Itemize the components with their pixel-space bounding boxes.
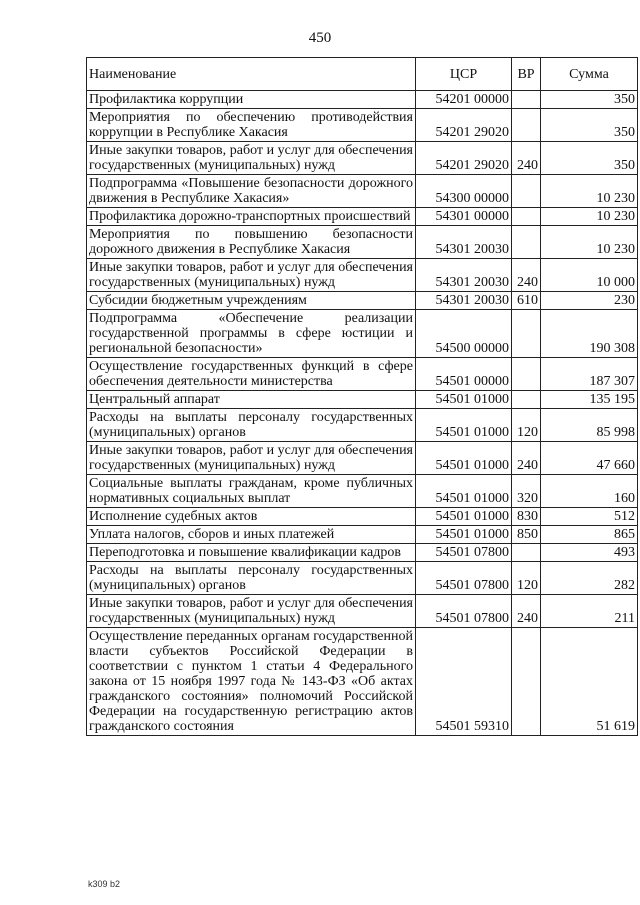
row-csr-cell: 54201 29020 bbox=[416, 142, 512, 175]
row-csr-cell: 54501 07800 bbox=[416, 595, 512, 628]
row-vr-cell: 320 bbox=[512, 475, 541, 508]
row-name-cell: Иные закупки товаров, работ и услуг для обеспечения государственных (муниципальных) нужд bbox=[87, 259, 416, 292]
row-sum-cell: 350 bbox=[541, 109, 638, 142]
row-csr-cell: 54301 00000 bbox=[416, 208, 512, 226]
table-row bbox=[87, 292, 638, 310]
row-sum-cell: 10 230 bbox=[541, 175, 638, 208]
footer-code: k309 b2 bbox=[88, 879, 121, 889]
row-sum-cell: 190 308 bbox=[541, 310, 638, 358]
row-sum-cell: 493 bbox=[541, 544, 638, 562]
table-row bbox=[87, 526, 638, 544]
row-name-cell: Социальные выплаты гражданам, кроме публичных нормативных социальных выплат bbox=[87, 475, 416, 508]
row-csr-cell: 54201 00000 bbox=[416, 91, 512, 109]
row-vr-cell bbox=[512, 91, 541, 109]
row-vr-cell bbox=[512, 391, 541, 409]
row-csr-cell: 54501 01000 bbox=[416, 391, 512, 409]
row-csr-cell: 54301 20030 bbox=[416, 292, 512, 310]
table-row bbox=[87, 109, 638, 142]
table-row bbox=[87, 391, 638, 409]
row-name-cell: Иные закупки товаров, работ и услуг для обеспечения государственных (муниципальных) нужд bbox=[87, 142, 416, 175]
row-csr-cell: 54500 00000 bbox=[416, 310, 512, 358]
row-vr-cell: 240 bbox=[512, 259, 541, 292]
header-vr: ВР bbox=[512, 58, 541, 91]
table-row bbox=[87, 508, 638, 526]
row-name-cell: Подпрограмма «Повышение безопасности дорожного движения в Республике Хакасия» bbox=[87, 175, 416, 208]
row-vr-cell bbox=[512, 544, 541, 562]
row-name-cell: Мероприятия по повышению безопасности дорожного движения в Республике Хакасия bbox=[87, 226, 416, 259]
row-sum-cell: 51 619 bbox=[541, 628, 638, 736]
row-sum-cell: 512 bbox=[541, 508, 638, 526]
row-vr-cell bbox=[512, 310, 541, 358]
row-sum-cell: 160 bbox=[541, 475, 638, 508]
row-sum-cell: 230 bbox=[541, 292, 638, 310]
row-vr-cell bbox=[512, 628, 541, 736]
table-row bbox=[87, 175, 638, 208]
budget-table bbox=[86, 57, 638, 736]
row-vr-cell: 120 bbox=[512, 562, 541, 595]
table-row bbox=[87, 358, 638, 391]
table-row bbox=[87, 310, 638, 358]
row-csr-cell: 54501 07800 bbox=[416, 544, 512, 562]
row-vr-cell bbox=[512, 208, 541, 226]
row-sum-cell: 211 bbox=[541, 595, 638, 628]
header-sum: Сумма bbox=[541, 58, 638, 91]
row-name-cell: Мероприятия по обеспечению противодействия коррупции в Республике Хакасия bbox=[87, 109, 416, 142]
row-vr-cell bbox=[512, 175, 541, 208]
row-vr-cell: 240 bbox=[512, 595, 541, 628]
table-row bbox=[87, 226, 638, 259]
table-row bbox=[87, 91, 638, 109]
row-vr-cell: 240 bbox=[512, 142, 541, 175]
row-name-cell: Исполнение судебных актов bbox=[87, 508, 416, 526]
row-sum-cell: 350 bbox=[541, 142, 638, 175]
row-csr-cell: 54501 01000 bbox=[416, 442, 512, 475]
table-header-row bbox=[87, 58, 638, 91]
page-number: 450 bbox=[308, 30, 332, 46]
table-row bbox=[87, 259, 638, 292]
row-csr-cell: 54501 59310 bbox=[416, 628, 512, 736]
row-sum-cell: 85 998 bbox=[541, 409, 638, 442]
table-row bbox=[87, 628, 638, 736]
row-name-cell: Осуществление переданных органам государственной власти субъектов Российской Федерации в соответствии с пунктом 1 статьи 4 Федерального закона от 15 ноября 1997 года № 143-ФЗ «Об актах гражданского состояния» полномочий Российской Федерации на государственную регистрацию актов гражданского состояния bbox=[87, 628, 416, 736]
row-sum-cell: 47 660 bbox=[541, 442, 638, 475]
row-name-cell: Расходы на выплаты персоналу государственных (муниципальных) органов bbox=[87, 562, 416, 595]
row-name-cell: Профилактика коррупции bbox=[87, 91, 416, 109]
row-csr-cell: 54201 29020 bbox=[416, 109, 512, 142]
row-vr-cell bbox=[512, 109, 541, 142]
row-csr-cell: 54501 01000 bbox=[416, 526, 512, 544]
row-name-cell: Осуществление государственных функций в сфере обеспечения деятельности министерства bbox=[87, 358, 416, 391]
table-row bbox=[87, 442, 638, 475]
row-csr-cell: 54501 07800 bbox=[416, 562, 512, 595]
row-vr-cell: 610 bbox=[512, 292, 541, 310]
row-name-cell: Субсидии бюджетным учреждениям bbox=[87, 292, 416, 310]
row-name-cell: Профилактика дорожно-транспортных происшествий bbox=[87, 208, 416, 226]
row-name-cell: Центральный аппарат bbox=[87, 391, 416, 409]
row-name-cell: Иные закупки товаров, работ и услуг для обеспечения государственных (муниципальных) нужд bbox=[87, 442, 416, 475]
row-sum-cell: 10 230 bbox=[541, 208, 638, 226]
row-vr-cell: 830 bbox=[512, 508, 541, 526]
row-vr-cell bbox=[512, 358, 541, 391]
row-csr-cell: 54300 00000 bbox=[416, 175, 512, 208]
row-csr-cell: 54301 20030 bbox=[416, 259, 512, 292]
table-row bbox=[87, 208, 638, 226]
header-name: Наименование bbox=[87, 58, 416, 91]
table-body bbox=[87, 91, 638, 736]
row-sum-cell: 187 307 bbox=[541, 358, 638, 391]
row-vr-cell bbox=[512, 226, 541, 259]
table-row bbox=[87, 544, 638, 562]
row-sum-cell: 350 bbox=[541, 91, 638, 109]
table-row bbox=[87, 142, 638, 175]
row-csr-cell: 54501 00000 bbox=[416, 358, 512, 391]
row-sum-cell: 865 bbox=[541, 526, 638, 544]
row-vr-cell: 850 bbox=[512, 526, 541, 544]
row-csr-cell: 54501 01000 bbox=[416, 508, 512, 526]
table-row bbox=[87, 475, 638, 508]
row-name-cell: Расходы на выплаты персоналу государственных (муниципальных) органов bbox=[87, 409, 416, 442]
row-name-cell: Переподготовка и повышение квалификации кадров bbox=[87, 544, 416, 562]
row-sum-cell: 10 000 bbox=[541, 259, 638, 292]
table-row bbox=[87, 562, 638, 595]
row-csr-cell: 54501 01000 bbox=[416, 409, 512, 442]
row-csr-cell: 54501 01000 bbox=[416, 475, 512, 508]
row-name-cell: Иные закупки товаров, работ и услуг для обеспечения государственных (муниципальных) нужд bbox=[87, 595, 416, 628]
table-row bbox=[87, 595, 638, 628]
header-csr: ЦСР bbox=[416, 58, 512, 91]
row-name-cell: Подпрограмма «Обеспечение реализации государственной программы в сфере юстиции и региональной безопасности» bbox=[87, 310, 416, 358]
table-row bbox=[87, 409, 638, 442]
row-sum-cell: 10 230 bbox=[541, 226, 638, 259]
row-csr-cell: 54301 20030 bbox=[416, 226, 512, 259]
row-vr-cell: 240 bbox=[512, 442, 541, 475]
row-sum-cell: 135 195 bbox=[541, 391, 638, 409]
row-name-cell: Уплата налогов, сборов и иных платежей bbox=[87, 526, 416, 544]
row-vr-cell: 120 bbox=[512, 409, 541, 442]
row-sum-cell: 282 bbox=[541, 562, 638, 595]
